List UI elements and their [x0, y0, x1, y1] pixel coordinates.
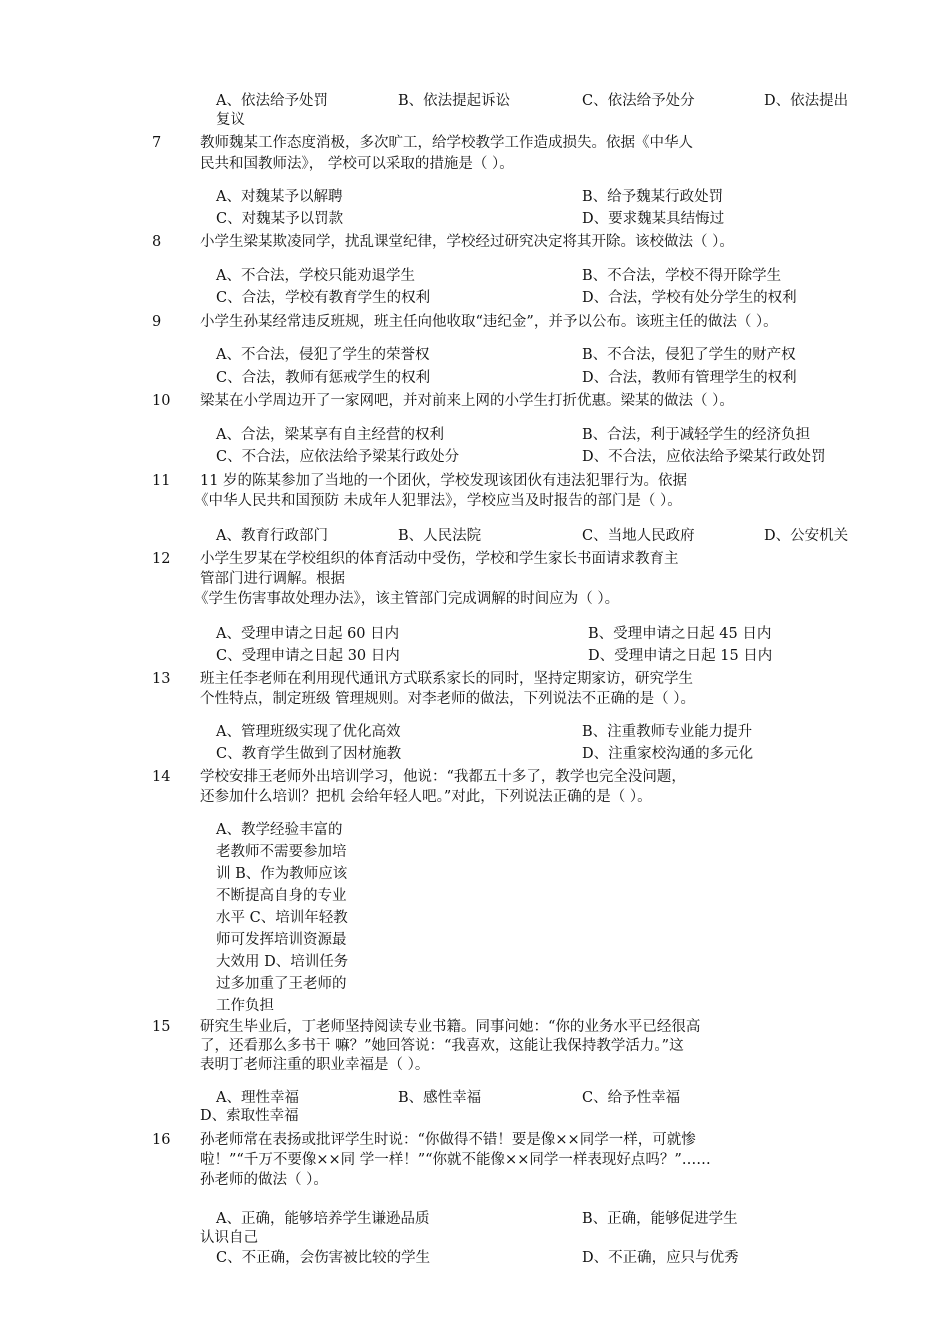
option-a: A、不合法，侵犯了学生的荣誉权 [216, 347, 430, 363]
question-stem: 孙老师常在表扬或批评学生时说：“你做得不错！要是像××同学一样，可就惨 [200, 1132, 696, 1148]
option-b: B、感性幸福 [398, 1090, 482, 1106]
option-line: 过多加重了王老师的 [216, 976, 347, 992]
question-stem: 梁某在小学周边开了一家网吧，并对前来上网的小学生打折优惠。梁某的做法（ ）。 [200, 393, 734, 409]
option-b: B、受理申请之日起 45 日内 [588, 626, 772, 642]
option-c: C、受理申请之日起 30 日内 [216, 648, 400, 664]
option-b: B、不合法，侵犯了学生的财产权 [582, 347, 796, 363]
question-stem: 《中华人民共和国预防 未成年人犯罪法》，学校应当及时报告的部门是（ ）。 [194, 493, 682, 509]
question-number: 14 [152, 769, 171, 785]
question-stem: 还参加什么培训？把机 会给年轻人吧。”对此，下列说法正确的是（ ）。 [200, 789, 652, 805]
option-a: A、理性幸福 [216, 1090, 299, 1106]
question-stem: 小学生梁某欺凌同学，扰乱课堂纪律，学校经过研究决定将其开除。该校做法（ ）。 [200, 234, 734, 250]
question-stem: 孙老师的做法（ ）。 [200, 1172, 328, 1188]
option-c: C、给予性幸福 [582, 1090, 681, 1106]
question-stem: 学校安排王老师外出培训学习，他说：“我都五十多了，教学也完全没问题， [200, 769, 686, 785]
option-a: A、管理班级实现了优化高效 [216, 724, 401, 740]
question-stem: 个性特点，制定班级 管理规则。对李老师的做法，下列说法不正确的是（ ）。 [200, 691, 695, 707]
option-line: 大效用 D、培训任务 [216, 954, 349, 970]
option-d: D、合法，学校有处分学生的权利 [582, 290, 797, 306]
question-number: 16 [152, 1132, 171, 1148]
question-stem: 表明丁老师注重的职业幸福是（ ）。 [200, 1057, 430, 1073]
option-d: D、索取性幸福 [200, 1108, 299, 1124]
option-line: 工作负担 [216, 998, 274, 1014]
question-stem: 小学生罗某在学校组织的体育活动中受伤，学校和学生家长书面请求教育主 [200, 551, 679, 567]
option-d: D、合法，教师有管理学生的权利 [582, 370, 797, 386]
option-c: C、合法，教师有惩戒学生的权利 [216, 370, 431, 386]
option-c: C、合法，学校有教育学生的权利 [216, 290, 431, 306]
question-number: 13 [152, 671, 171, 687]
prev-option-d: D、依法提出 [764, 93, 849, 109]
option-c: C、当地人民政府 [582, 528, 695, 544]
option-b: B、合法，利于减轻学生的经济负担 [582, 427, 811, 443]
option-d: D、公安机关 [764, 528, 849, 544]
option-line: 不断提高自身的专业 [216, 888, 347, 904]
question-number: 7 [152, 135, 162, 151]
option-line: 训 B、作为教师应该 [216, 866, 348, 882]
option-a: A、教育行政部门 [216, 528, 328, 544]
option-line: 师可发挥培训资源最 [216, 932, 347, 948]
question-stem: 《学生伤害事故处理办法》，该主管部门完成调解的时间应为（ ）。 [194, 591, 620, 607]
question-stem: 教师魏某工作态度消极，多次旷工，给学校教学工作造成损失。依据《中华人 [200, 135, 693, 151]
question-stem: 管部门进行调解。根据 [200, 571, 345, 587]
question-stem: 啦！”“千万不要像××同 学一样！”“你就不能像××同学一样表现好点吗？”…… [200, 1152, 711, 1168]
option-a: A、合法，梁某享有自主经营的权利 [216, 427, 444, 443]
option-c: C、不正确，会伤害被比较的学生 [216, 1250, 431, 1266]
question-stem: 班主任李老师在利用现代通讯方式联系家长的同时，坚持定期家访，研究学生 [200, 671, 693, 687]
question-number: 12 [152, 551, 171, 567]
option-c: C、教育学生做到了因材施教 [216, 746, 402, 762]
option-line: A、教学经验丰富的 [216, 822, 343, 838]
option-a: A、受理申请之日起 60 日内 [216, 626, 400, 642]
option-b-cont: 认识自己 [200, 1230, 258, 1246]
option-c: C、对魏某予以罚款 [216, 211, 344, 227]
option-a: A、对魏某予以解聘 [216, 189, 343, 205]
option-b: B、正确，能够促进学生 [582, 1211, 738, 1227]
option-d: D、注重家校沟通的多元化 [582, 746, 754, 762]
option-d: D、要求魏某具结悔过 [582, 211, 725, 227]
question-stem: 民共和国教师法》， 学校可以采取的措施是（ ）。 [200, 156, 514, 172]
option-b: B、不合法，学校不得开除学生 [582, 268, 782, 284]
question-stem: 研究生毕业后，丁老师坚持阅读专业书籍。同事问她：“你的业务水平已经很高 [200, 1019, 701, 1035]
option-b: B、人民法院 [398, 528, 482, 544]
question-stem: 了，还看那么多书干 嘛？”她回答说：“我喜欢，这能让我保持教学活力。”这 [200, 1038, 684, 1054]
option-a: A、正确，能够培养学生谦逊品质 [216, 1211, 430, 1227]
option-line: 水平 C、培训年轻教 [216, 910, 348, 926]
question-number: 9 [152, 314, 162, 330]
question-number: 15 [152, 1019, 171, 1035]
option-b: B、注重教师专业能力提升 [582, 724, 753, 740]
question-number: 8 [152, 234, 162, 250]
option-b: B、给予魏某行政处罚 [582, 189, 724, 205]
question-number: 11 [152, 473, 171, 489]
option-c: C、不合法，应依法给予梁某行政处分 [216, 449, 460, 465]
prev-option-c: C、依法给予处分 [582, 93, 695, 109]
option-a: A、不合法，学校只能劝退学生 [216, 268, 415, 284]
prev-option-a: A、依法给予处罚 [216, 93, 328, 109]
option-line: 老教师不需要参加培 [216, 844, 347, 860]
option-d: D、不正确，应只与优秀 [582, 1250, 739, 1266]
question-stem: 11 岁的陈某参加了当地的一个团伙，学校发现该团伙有违法犯罪行为。依据 [200, 473, 688, 489]
prev-option-d-cont: 复议 [216, 112, 245, 128]
option-d: D、不合法，应依法给予梁某行政处罚 [582, 449, 826, 465]
question-number: 10 [152, 393, 171, 409]
prev-option-b: B、依法提起诉讼 [398, 93, 511, 109]
option-d: D、受理申请之日起 15 日内 [588, 648, 773, 664]
question-stem: 小学生孙某经常违反班规，班主任向他收取“违纪金”，并予以公布。该班主任的做法（ ）。 [200, 314, 778, 330]
